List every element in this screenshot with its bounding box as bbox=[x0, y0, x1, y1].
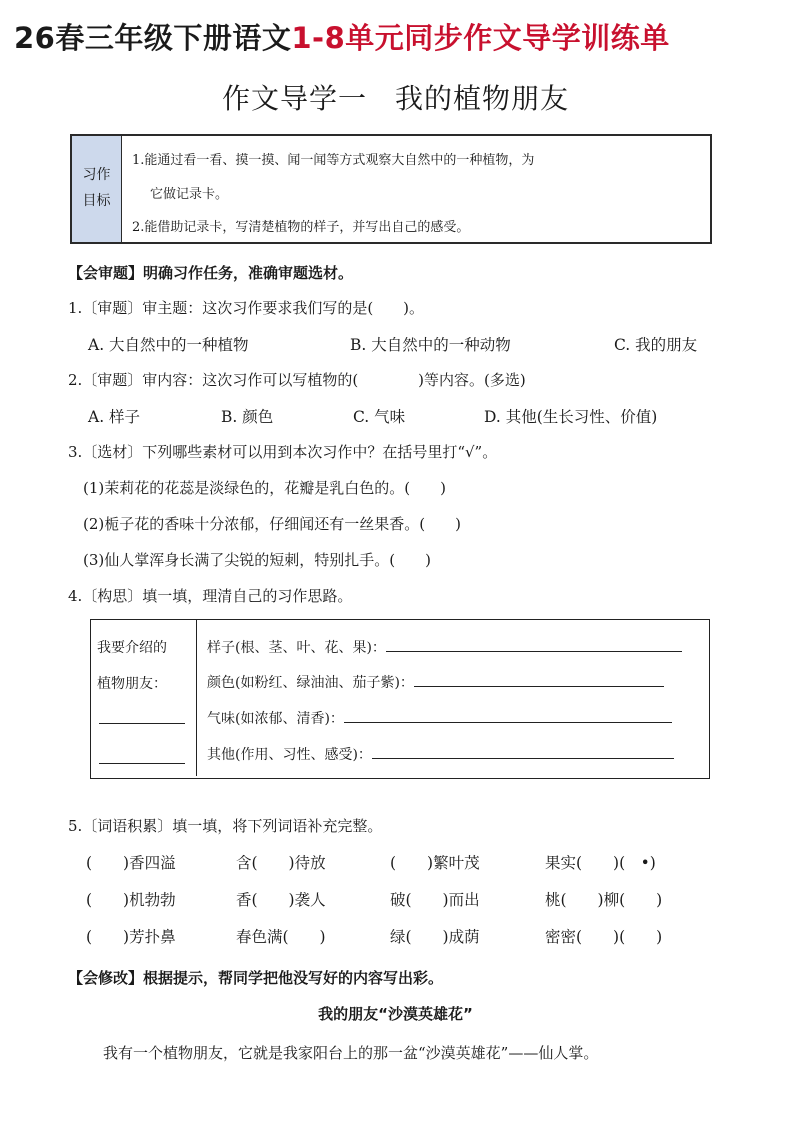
q1-option-b: B. 大自然中的一种动物 bbox=[350, 336, 511, 354]
color-blank[interactable] bbox=[414, 672, 664, 687]
smell-blank[interactable] bbox=[344, 708, 672, 723]
page-subtitle bbox=[0, 77, 791, 117]
goal-item-1-cont: 它做记录卡。 bbox=[150, 187, 229, 202]
goal-item-2: 2.能借助记录卡，写清楚植物的样子，并写出自己的感受。 bbox=[132, 220, 470, 235]
q3-item-1: (1)茉莉花的花蕊是淡绿色的，花瓣是乳白色的。( ) bbox=[83, 479, 446, 497]
outline-row-appearance bbox=[207, 637, 682, 657]
q2-option-a: A. 样子 bbox=[88, 408, 141, 426]
section-heading-revise: 【会修改】根据提示，帮同学把他没写好的内容写出彩。 bbox=[68, 969, 444, 987]
word-item: 密密( )( ) bbox=[545, 928, 663, 946]
other-blank[interactable] bbox=[372, 744, 674, 759]
subtitle-part2: 我的植物朋友 bbox=[395, 82, 570, 115]
plant-name-cell bbox=[91, 620, 197, 776]
header-title-red: 1-8单元同步作文导学训练单 bbox=[291, 21, 670, 55]
goals-label bbox=[72, 136, 122, 242]
word-item: 香( )袭人 bbox=[236, 891, 326, 909]
outline-row-other bbox=[207, 744, 674, 764]
q2-option-c: C. 气味 bbox=[353, 408, 406, 426]
question-3: 3.〔选材〕下列哪些素材可以用到本次习作中？在括号里打“√”。 bbox=[68, 443, 498, 461]
word-item: 果实( )( •) bbox=[545, 854, 656, 872]
word-item: 破( )而出 bbox=[390, 891, 480, 909]
word-item: 含( )待放 bbox=[236, 854, 326, 872]
q1-option-a: A. 大自然中的一种植物 bbox=[88, 336, 249, 354]
plant-name-blank-2[interactable] bbox=[99, 763, 185, 764]
word-item: 桃( )柳( ) bbox=[545, 891, 663, 909]
plant-name-label-1: 我要介绍的 bbox=[97, 640, 167, 656]
outline-row-appearance-label: 样子(根、茎、叶、花、果)： bbox=[207, 640, 386, 656]
outline-row-smell-label: 气味(如浓郁、清香)： bbox=[207, 711, 344, 727]
outline-row-other-label: 其他(作用、习性、感受)： bbox=[207, 747, 372, 763]
question-4: 4.〔构思〕填一填，理清自己的习作思路。 bbox=[68, 587, 353, 605]
goals-box bbox=[70, 134, 712, 244]
header-title bbox=[14, 16, 670, 57]
outline-row-color-label: 颜色(如粉红、绿油油、茄子紫)： bbox=[207, 675, 414, 691]
section-heading-review: 【会审题】明确习作任务，准确审题选材。 bbox=[68, 264, 354, 282]
word-item: ( )香四溢 bbox=[86, 854, 176, 872]
word-item: ( )机勃勃 bbox=[86, 891, 176, 909]
subtitle-part1: 作文导学一 bbox=[221, 82, 367, 115]
plant-name-label-2: 植物朋友： bbox=[97, 676, 167, 692]
goals-label-line1: 习作 bbox=[82, 167, 111, 183]
q1-option-c: C. 我的朋友 bbox=[614, 336, 698, 354]
q3-item-3: (3)仙人掌浑身长满了尖锐的短刺，特别扎手。( ) bbox=[83, 551, 431, 569]
outline-row-smell bbox=[207, 708, 672, 728]
goals-label-line2: 目标 bbox=[82, 193, 111, 209]
q2-option-d: D. 其他(生长习性、价值) bbox=[484, 408, 658, 426]
word-item: 春色满( ) bbox=[236, 928, 326, 946]
goal-item-1: 1.能通过看一看、摸一摸、闻一闻等方式观察大自然中的一种植物，为 bbox=[132, 153, 535, 168]
header-title-black: 26春三年级下册语文 bbox=[14, 21, 292, 55]
question-2: 2.〔审题〕审内容：这次习作可以写植物的( )等内容。(多选) bbox=[68, 371, 526, 389]
word-item: ( )芳扑鼻 bbox=[86, 928, 176, 946]
q3-item-2: (2)栀子花的香味十分浓郁，仔细闻还有一丝果香。( ) bbox=[83, 515, 461, 533]
word-item: ( )繁叶茂 bbox=[390, 854, 480, 872]
outline-row-color bbox=[207, 672, 664, 692]
plant-name-blank-1[interactable] bbox=[99, 723, 185, 724]
appearance-blank[interactable] bbox=[386, 637, 682, 652]
question-5: 5.〔词语积累〕填一填，将下列词语补充完整。 bbox=[68, 817, 383, 835]
essay-title: 我的朋友“沙漠英雄花” bbox=[318, 1005, 473, 1023]
q2-option-b: B. 颜色 bbox=[221, 408, 274, 426]
question-1: 1.〔审题〕审主题：这次习作要求我们写的是( )。 bbox=[68, 299, 425, 317]
word-item: 绿( )成荫 bbox=[390, 928, 480, 946]
plant-outline-table bbox=[90, 619, 710, 779]
essay-paragraph: 我有一个植物朋友，它就是我家阳台上的那一盆“沙漠英雄花”——仙人掌。 bbox=[103, 1044, 599, 1062]
